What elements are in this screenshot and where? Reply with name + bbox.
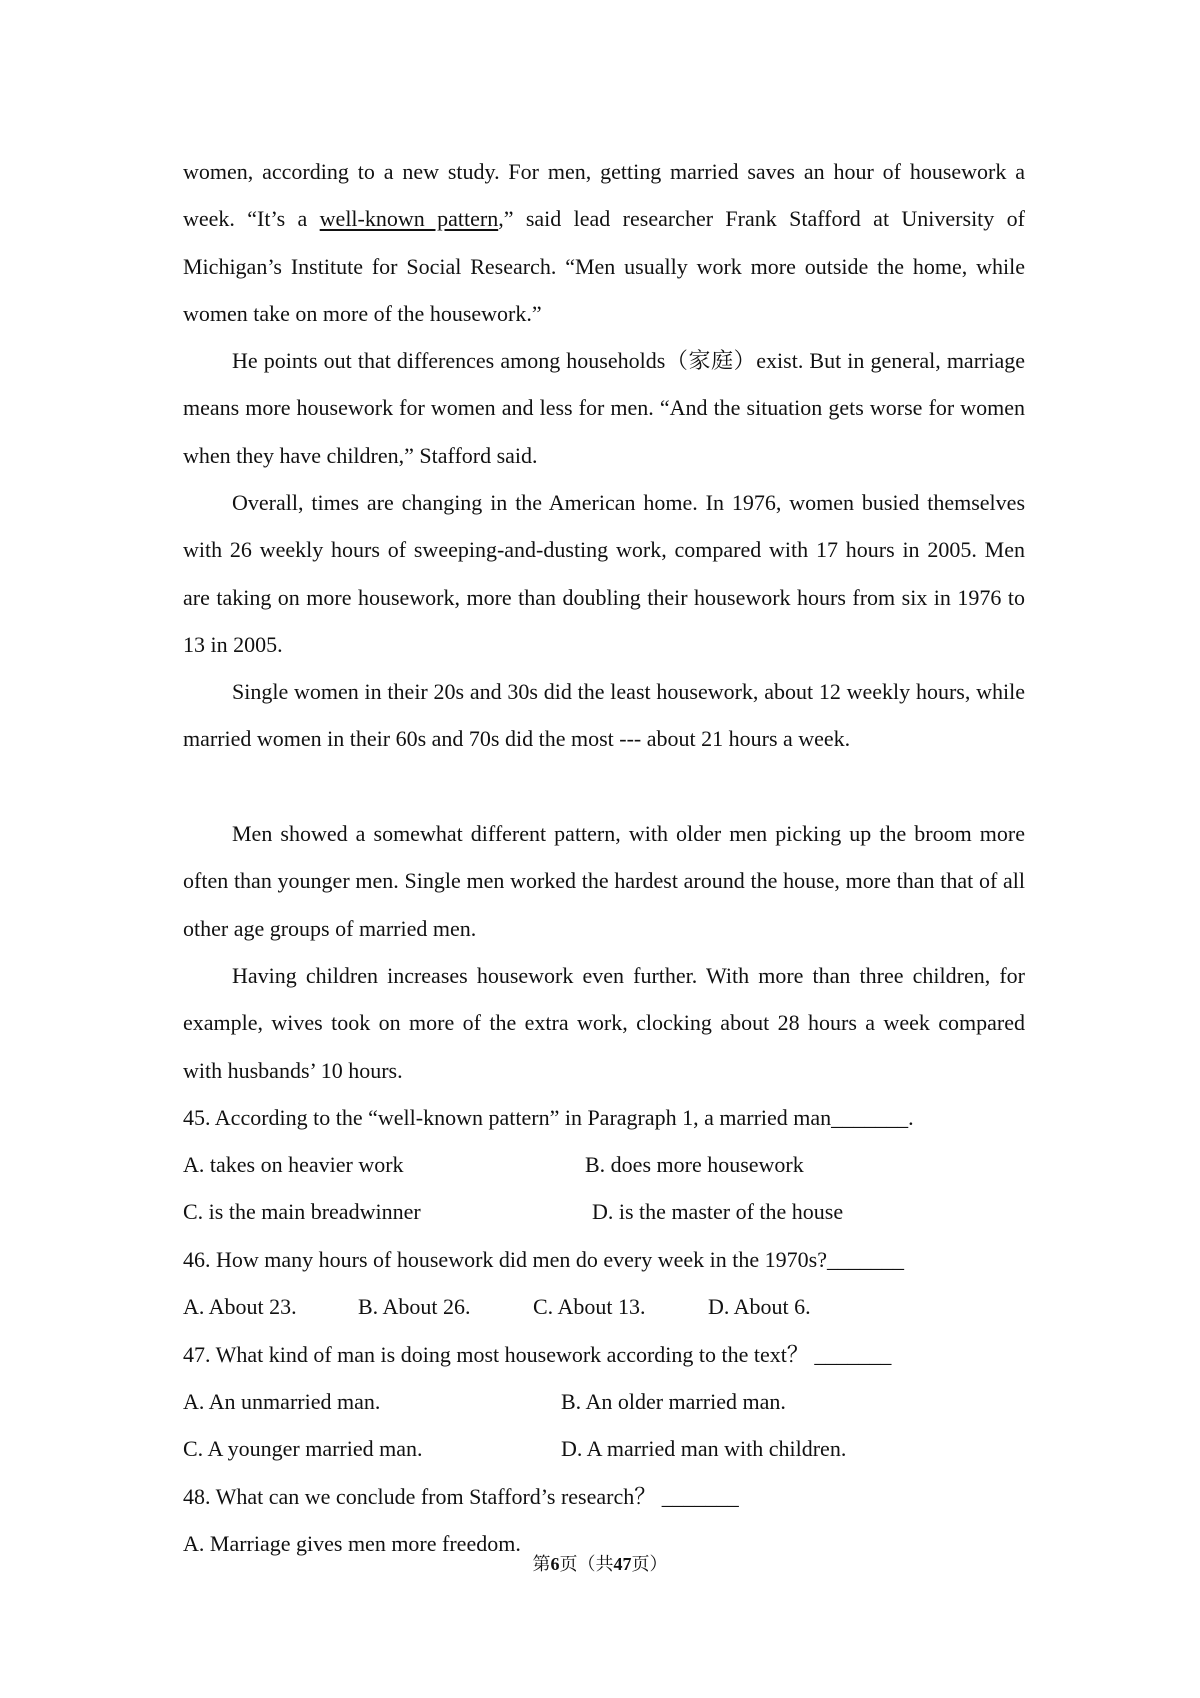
question-47-option-c: C. A younger married man.: [183, 1436, 423, 1461]
footer-page-number: 6: [550, 1554, 560, 1574]
question-45-option-b: B. does more housework: [585, 1152, 804, 1177]
underlined-phrase: well-known pattern: [319, 206, 499, 232]
question-45-stem: 45. According to the “well-known pattern” in Paragraph 1, a married man_______.: [183, 1105, 914, 1130]
question-46-stem: 46. How many hours of housework did men do every week in the 1970s?_______: [183, 1247, 904, 1272]
question-45-option-d: D. is the master of the house: [592, 1199, 844, 1224]
passage-paragraph-5: Men showed a somewhat different pattern, with older men picking up the broom more often than younger men. Single men worked the hardest around the house, more than that of all other age groups of married men.: [183, 821, 1025, 941]
question-46-option-b: B. About 26.: [358, 1294, 471, 1319]
footer-suffix: 页）: [631, 1554, 668, 1574]
footer-middle: 页（共: [559, 1554, 614, 1574]
question-46-option-c: C. About 13.: [533, 1294, 646, 1319]
question-45-option-c: C. is the main breadwinner: [183, 1199, 421, 1224]
passage-paragraph-3: Overall, times are changing in the American home. In 1976, women busied themselves with 26 weekly hours of sweeping-and-dusting work, compared with 17 hours in 2005. Men are taking on more housework, more than doubling their housework hours from six in 1976 to 13 in 2005.: [183, 490, 1025, 657]
passage-paragraph-4: Single women in their 20s and 30s did the least housework, about 12 weekly hours, while married women in their 60s and 70s did the most --- about 21 hours a week.: [183, 679, 1025, 752]
paragraph-1-text-end: ,” said lead researcher Frank Stafford at University of Michigan’s Institute for Social Research. “Men usually work more outside the home, while women take on more of the housework.”: [183, 206, 1025, 326]
question-45-option-a: A. takes on heavier work: [183, 1152, 404, 1177]
footer-prefix: 第: [532, 1554, 551, 1574]
question-47-option-a: A. An unmarried man.: [183, 1389, 381, 1414]
passage-paragraph-2: He points out that differences among households（家庭）exist. But in general, marriage means more housework for women and less for men. “And the situation gets worse for women when they have children,” Stafford said.: [183, 348, 1025, 468]
question-47-option-b: B. An older married man.: [561, 1389, 786, 1414]
footer-total-pages: 47: [613, 1554, 632, 1574]
passage-paragraph-1: [183, 148, 1025, 337]
page-footer: [0, 1552, 1200, 1576]
question-48-stem: 48. What can we conclude from Stafford’s research？ _______: [183, 1484, 739, 1509]
question-48-option-a: A. Marriage gives men more freedom.: [183, 1531, 521, 1556]
question-46-option-d: D. About 6.: [708, 1294, 811, 1319]
question-47-stem: 47. What kind of man is doing most housework according to the text？ _______: [183, 1342, 892, 1367]
question-46-option-a: A. About 23.: [183, 1294, 297, 1319]
passage-paragraph-6: Having children increases housework even further. With more than three children, for example, wives took on more of the extra work, clocking about 28 hours a week compared with husbands’ 10 hours.: [183, 963, 1025, 1083]
paragraph-1-text-start: women, according to a new study. For men, getting married saves an hour of housework a week. “It’s a: [183, 159, 1025, 232]
question-47-option-d: D. A married man with children.: [561, 1436, 847, 1461]
